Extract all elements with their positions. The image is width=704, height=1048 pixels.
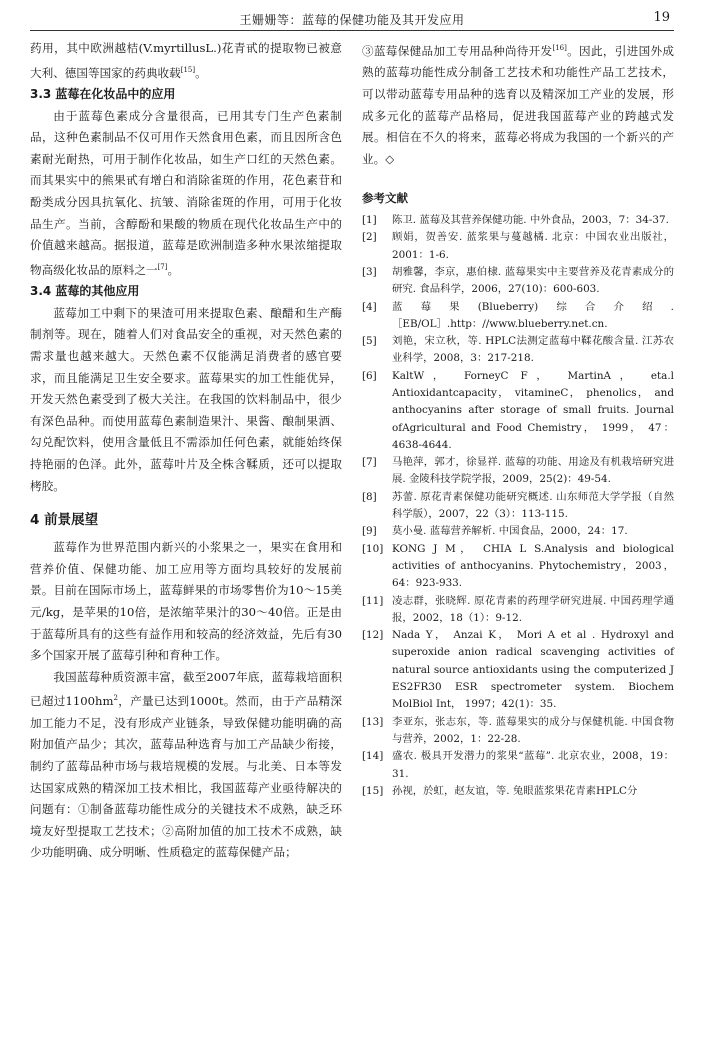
running-header: [30, 8, 674, 31]
section-heading-3-3: 3.3 蓝莓在化妆品中的应用: [30, 87, 176, 102]
reference-item: [4] 蓝莓果(Blueberry)综合介绍.［EB/OL］.http：//www.blueberry.net.cn.: [362, 300, 674, 330]
reference-item: [10] KONG J M， CHIA L S.Analysis and biological activities of anthocyanins. Phytochemistry，2003，64：923-933.: [362, 542, 674, 590]
reference-item: [15] 孙视，於虹，赵友谊，等. 兔眼蓝浆果花青素HPLC分: [362, 784, 638, 797]
citation: [16]: [552, 44, 567, 52]
reference-item: [1] 陈卫. 蓝莓及其营养保健功能. 中外食品，2003，7：34-37.: [362, 214, 669, 227]
section-3-4-paragraph: 蓝莓加工中剩下的果渣可用来提取色素、酿醋和生产酶制剂等。现在，随着人们对食品安全的重视，对天然色素的需求量也越来越大。天然色素不仅能满足消费者的感官要求，而且能满足卫生安全要求。蓝莓果实的加工性能优异，开发天然色素受到了极大关注。在我国的饮料制品中，很少有深色品种。而使用蓝莓色素制造果汁、果酱、酿制果酒、勾兑配饮料，使用含量低且不需添加任何色素，就能始终保持艳丽的色泽。此外，蓝莓叶片及全株含鞣质，还可以提取栲胶。: [30, 305, 342, 493]
reference-item: [12] Nada Y， Anzai K， Mori A et al . Hydroxyl and superoxide anion radical scavenging activities of natural source antioxidants using the computerized J ES2FR30 ESR spectrometer system. Biochem MolBiol Int， 1997；42(1)：35.: [362, 629, 674, 711]
running-title: 王姗姗等：蓝莓的保健功能及其开发应用: [239, 13, 465, 27]
reference-item: [14] 盛农. 极具开发潜力的浆果“蓝莓”. 北京农业，2008，19：31.: [362, 750, 674, 780]
section-heading-3-4: 3.4 蓝莓的其他应用: [30, 284, 140, 299]
reference-item: [3] 胡雅馨，李京，惠伯棣. 蓝莓果实中主要营养及花青素成分的研究. 食品科学，2006，27(10)：600-603.: [362, 265, 674, 296]
reference-item: [9] 莫小曼. 蓝莓营养解析. 中国食品，2000，24：17.: [362, 525, 628, 538]
left-column: [30, 38, 342, 864]
references-heading: 参考文献: [362, 191, 408, 206]
section-4-paragraph-2: 我国蓝莓种质资源丰富，截至2007年底，蓝莓栽培面积已超过$1100hm^2$，产量已达到1000t。然而，由于产品精深加工能力不足，没有形成产业链条，导致保健功能明确的高附加值产品少；其次，蓝莓品种选育与加工产品缺少衔接，制约了蓝莓品种市场与栽培规模的发展。与北美、日本等发达国家成熟的精深加工技术相比，我国蓝莓产业亟待解决的问题有：①制备蓝莓功能性成分的关键技术不成熟，缺乏环境友好型提取工艺技术；②高附加值的加工技术不成熟，缺少功能明确、成分明晰、性质稳定的蓝莓保健产品；: [30, 669, 342, 860]
reference-list: [362, 212, 674, 800]
citation: [15]: [180, 65, 196, 74]
section-4-paragraph-1: 蓝莓作为世界范围内新兴的小浆果之一，果实在食用和营养价值、保健功能、加工应用等方面均具较好的发展前景。目前在国际市场上，蓝莓鲜果的市场零售价为10～15美元/kg，是苹果的10倍，是浓缩苹果汁的30～40倍。正是由于蓝莓所具有的这些有益作用和较高的经济效益，先后有30多个国家开展了蓝莓引种和育种工作。: [30, 540, 342, 663]
reference-item: [8] 苏蕾. 原花青素保健功能研究概述. 山东师范大学学报（自然科学版），2007，22（3）：113-115.: [362, 490, 674, 521]
reference-item: [13] 李亚东，张志东，等. 蓝莓果实的成分与保健机能. 中国食物与营养，2002，1：22-28.: [362, 715, 674, 745]
reference-item: [7] 马艳萍，郭才，徐显祥. 蓝莓的功能、用途及有机栽培研究进展. 金陵科技学院学报，2009，25(2)：49-54.: [362, 456, 674, 486]
intro-paragraph: 药用，其中欧洲越桔(V.myrtillusL.)花青甙的提取物已被意大利、德国等国家的药典收载[15]。: [30, 41, 342, 80]
section-3-3-paragraph: 由于蓝莓色素成分含量很高，已用其专门生产色素制品，这种色素制品不仅可用作天然食用色素，而且因所含色素耐光耐热，可用于制作化妆品，如生产口红的天然色素。而其果实中的熊果甙有增白和消除雀斑的作用，花色素苷和酚类成分因具抗氧化、抗皱、消除雀斑的作用，可用于化妆品生产。当前，含醇酚和果酸的物质在现代化妆品生产中的价值越来越高。据报道，蓝莓是欧洲制造多种水果浓缩提取物高级化妆品的原料之一[7]。: [30, 108, 342, 277]
reference-item: [5] 刘艳，宋立秋，等. HPLC法测定蓝莓中鞣花酸含量. 江苏农业科学，2008，3：217-218.: [362, 335, 674, 365]
continued-paragraph: ③蓝莓保健品加工专用品种尚待开发[16]。因此，引进国外成熟的蓝莓功能性成分制备工艺技术和功能性产品工艺技术，可以带动蓝莓专用品种的选育以及精深加工产业的发展，形成多元化的蓝莓产品格局，促进我国蓝莓产业的跨越式发展。相信在不久的将来，蓝莓必将成为我国的一个新兴的产业。◇: [362, 43, 674, 166]
reference-item: [2] 顾娟，贺善安. 蓝浆果与蔓越橘. 北京：中国农业出版社，2001：1-6.: [362, 231, 674, 261]
right-column: [362, 38, 674, 800]
reference-item: [6] KaltW， ForneyC F， MartinA， eta.l Antioxidantcapacity， vitamineC， phenolics， and anthocyanins after storage of small fruits. Journal ofAgricultural and Food Chemistry， 1999， 47：4638-4644.: [362, 369, 674, 451]
reference-item: [11] 凌志群，张晓辉. 原花青素的药理学研究进展. 中国药理学通报，2002，18（1）：9-12.: [362, 594, 674, 624]
citation: [7]: [157, 262, 168, 271]
section-heading-4: 4 前景展望: [30, 512, 99, 529]
page-number: 19: [653, 10, 670, 25]
